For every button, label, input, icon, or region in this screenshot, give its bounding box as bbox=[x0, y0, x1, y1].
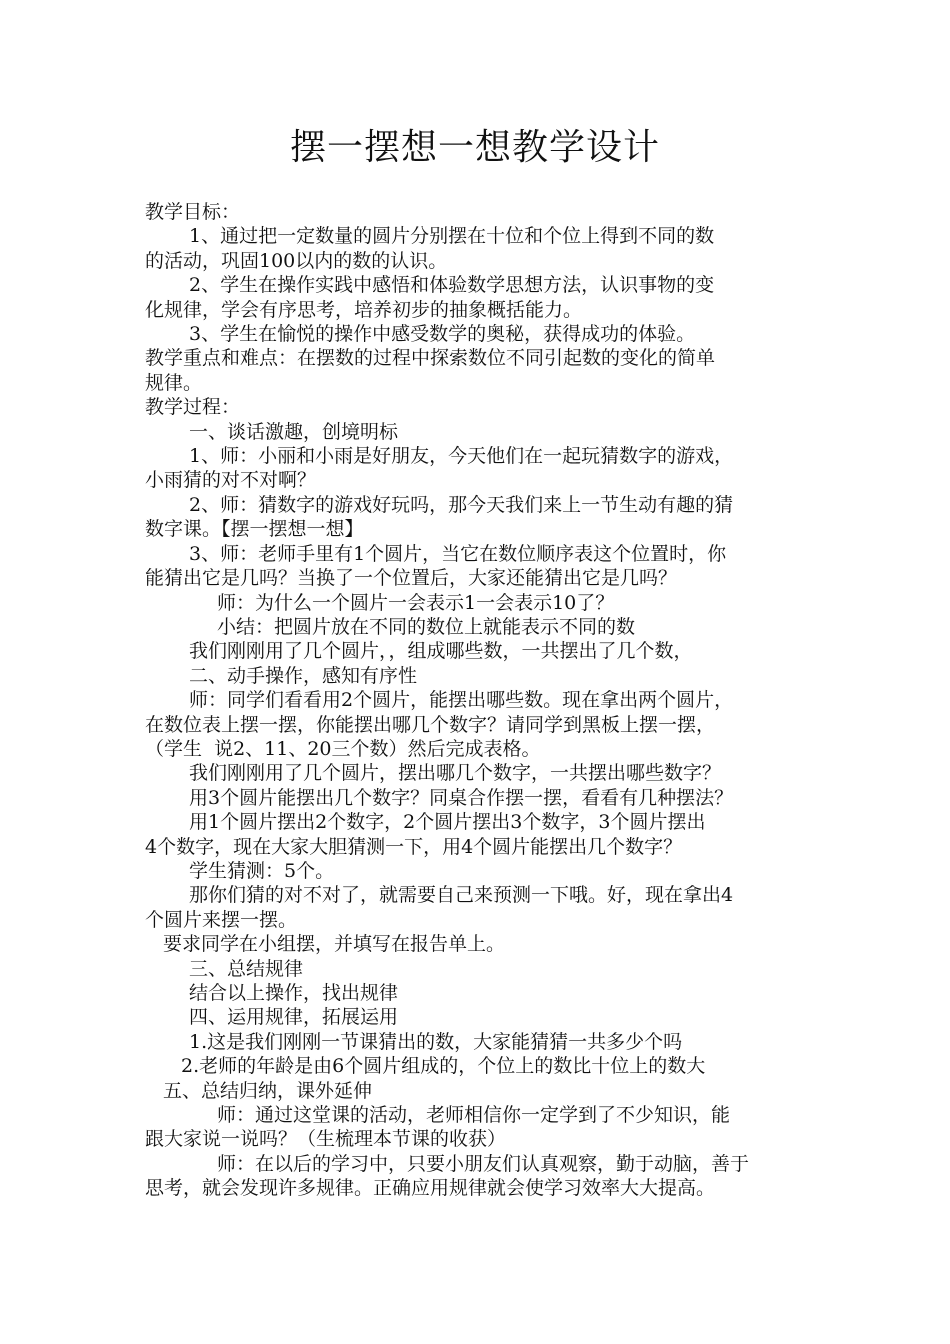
paragraph-line: 师：通过这堂课的活动，老师相信你一定学到了不少知识，能 bbox=[217, 1104, 731, 1127]
paragraph-line: 能猜出它是几吗？当换了一个位置后，大家还能猜出它是几吗？ bbox=[145, 567, 678, 590]
paragraph-line: 2.老师的年龄是由6个圆片组成的，个位上的数比十位上的数大 bbox=[181, 1055, 706, 1078]
subsection-heading: 五、总结归纳，课外延伸 bbox=[163, 1079, 373, 1102]
paragraph-line: 的活动，巩固100以内的数的认识。 bbox=[145, 249, 448, 272]
paragraph-line: 那你们猜的对不对了，就需要自己来预测一下哦。好，现在拿出4 bbox=[189, 884, 734, 907]
paragraph-line: 2、师：猜数字的游戏好玩吗，那今天我们来上一节生动有趣的猜 bbox=[189, 493, 734, 516]
paragraph-line: 1、师：小丽和小雨是好朋友，今天他们在一起玩猜数字的游戏， bbox=[189, 445, 734, 468]
paragraph-line: 用1个圆片摆出2个数字，2个圆片摆出3个数字，3个圆片摆出 bbox=[189, 811, 706, 834]
paragraph-line: 规律。 bbox=[145, 371, 203, 394]
document-body bbox=[145, 200, 810, 1201]
paragraph-line: 用3个圆片能摆出几个数字？同桌合作摆一摆，看看有几种摆法？ bbox=[189, 786, 734, 809]
paragraph-line: 师：同学们看看用2个圆片，能摆出哪些数。现在拿出两个圆片， bbox=[189, 689, 734, 712]
paragraph-line: 3、师：老师手里有1个圆片，当它在数位顺序表这个位置时，你 bbox=[189, 542, 727, 565]
paragraph-line: 我们刚刚用了几个圆片，摆出哪几个数字，一共摆出哪些数字？ bbox=[189, 762, 722, 785]
section-heading-process: 教学过程： bbox=[145, 396, 241, 419]
paragraph-line: 2、学生在操作实践中感悟和体验数学思想方法，认识事物的变 bbox=[189, 274, 715, 297]
paragraph-line: 学生猜测：5个。 bbox=[189, 859, 335, 882]
subsection-heading: 二、动手操作，感知有序性 bbox=[189, 664, 418, 687]
subsection-heading: 三、总结规律 bbox=[189, 957, 304, 980]
paragraph-line: 3、学生在愉悦的操作中感受数学的奥秘，获得成功的体验。 bbox=[189, 323, 696, 346]
paragraph-line: （学生 说2、11、20三个数）然后完成表格。 bbox=[145, 737, 541, 760]
subsection-heading: 一、谈话激趣，创境明标 bbox=[189, 420, 399, 443]
paragraph-line: 教学重点和难点：在摆数的过程中探索数位不同引起数的变化的简单 bbox=[145, 347, 716, 370]
paragraph-line: 师：为什么一个圆片一会表示1一会表示10了？ bbox=[217, 591, 615, 614]
paragraph-line: 结合以上操作，找出规律 bbox=[189, 982, 399, 1004]
section-heading-goals: 教学目标： bbox=[145, 201, 241, 223]
paragraph-line: 化规律，学会有序思考，培养初步的抽象概括能力。 bbox=[145, 298, 583, 321]
subsection-heading: 四、运用规律，拓展运用 bbox=[189, 1006, 399, 1029]
paragraph-line: 思考，就会发现许多规律。正确应用规律就会使学习效率大大提高。 bbox=[145, 1177, 716, 1200]
paragraph-line: 小结：把圆片放在不同的数位上就能表示不同的数 bbox=[217, 615, 636, 638]
paragraph-line: 在数位表上摆一摆，你能摆出哪几个数字？请同学到黑板上摆一摆， bbox=[145, 713, 716, 736]
paragraph-line: 个圆片来摆一摆。 bbox=[145, 908, 298, 931]
paragraph-line: 跟大家说一说吗？（生梳理本节课的收获） bbox=[145, 1128, 507, 1151]
paragraph-line: 数字课。【摆一摆想一想】 bbox=[145, 518, 364, 541]
paragraph-line: 1、通过把一定数量的圆片分别摆在十位和个位上得到不同的数 bbox=[189, 225, 715, 248]
paragraph-line: 我们刚刚用了几个圆片，，组成哪些数，一共摆出了几个数， bbox=[189, 640, 693, 663]
paragraph-line: 要求同学在小组摆，并填写在报告单上。 bbox=[163, 933, 506, 956]
document-title: 摆一摆想一想教学设计 bbox=[289, 127, 660, 168]
paragraph-line: 师：在以后的学习中，只要小朋友们认真观察，勤于动脑，善于 bbox=[217, 1152, 750, 1175]
paragraph-line: 小雨猜的对不对啊？ bbox=[145, 469, 317, 492]
paragraph-line: 4个数字，现在大家大胆猜测一下，用4个圆片能摆出几个数字？ bbox=[145, 835, 683, 858]
paragraph-line: 1.这是我们刚刚一节课猜出的数，大家能猜猜一共多少个吗 bbox=[189, 1030, 683, 1053]
